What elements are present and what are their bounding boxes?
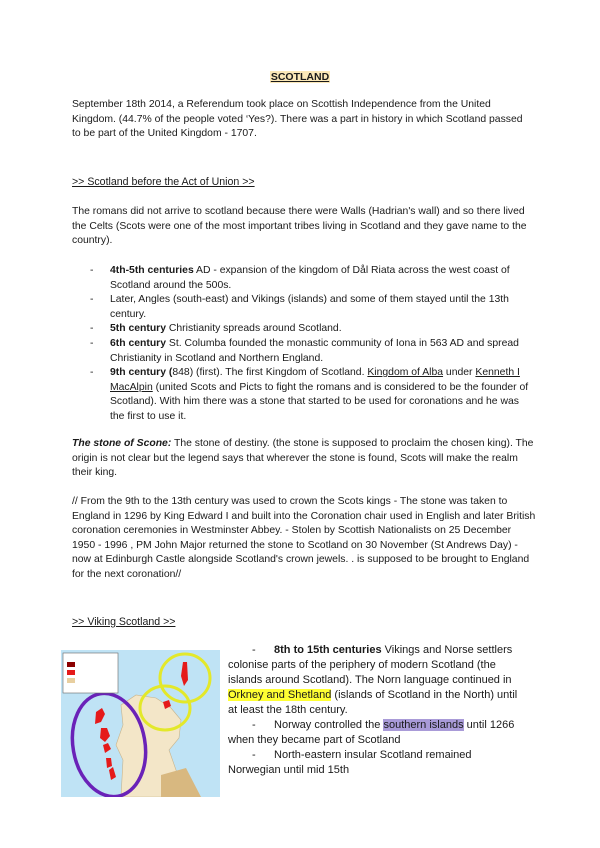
coronation-note: // From the 9th to the 13th century was used to crown the Scots kings - The stone was taken to England in 1296 by King Edward I and built into the Coronation chair used in English and later British coronation ceremonies in Westminster Abbey. - Stolen by Scottish Nationalists on 25 December 1950 - 1996 , PM John Major returned the stone to Scotland on 30 November (St Andrews Day) - now at Edinburgh Castle alongside Scotland's crown jewels. . is supposed to be brought to England for the next coronation// [72, 496, 536, 580]
item-text: Later, Angles (south-east) and Vikings (islands) and some of them stayed until the 13th century. [110, 294, 509, 320]
item-bold: 6th century [110, 337, 167, 349]
history-list [90, 264, 530, 425]
list-item [90, 366, 530, 424]
list-item [90, 322, 530, 337]
stone-text: The stone of destiny. (the stone is supposed to proclaim the chosen king). The origin is not clear but the legend says that wherever the stone is found, Scots will make the realm their king. [72, 438, 534, 479]
bullet-dash: - [252, 719, 256, 731]
note-text: until 1266 when they became part of Scotland [228, 719, 515, 746]
bullet-dash: - [90, 367, 94, 379]
list-item [90, 264, 530, 293]
item-text: St. Columba founded the monastic community of Iona in 563 AD and spread Christianity in Scotland and Northern England. [110, 337, 519, 364]
bullet-dash: - [90, 323, 94, 335]
item-text: AD - expansion of the kingdom of Dål Riata across the west coast of Scotland around the 500s. [110, 265, 510, 291]
legend-swatch [67, 678, 75, 683]
bullet-dash: - [252, 644, 256, 656]
item-text: 848) (first). The first Kingdom of Scotland. [172, 367, 368, 379]
note-text: (islands of Scotland in the North) until at least the 18th century. [228, 689, 518, 716]
note-text: North-eastern insular Scotland remained Norwegian until mid 15th [228, 749, 472, 776]
viking-note [228, 748, 524, 778]
item-bold: 5th century [110, 323, 167, 335]
bullet-dash: - [90, 294, 94, 306]
stone-label: The stone of Scone: [72, 438, 172, 449]
intro-paragraph: September 18th 2014, a Referendum took place on Scottish Independence from the United Kingdom. (44.7% of the people voted ‘Yes?). There was a part in history in which Scotland passed to be part of the United Kingdom - 1707. [72, 99, 523, 140]
item-bold: 9th century ( [110, 367, 173, 379]
list-item [90, 293, 530, 322]
bullet-dash: - [90, 265, 94, 276]
item-text: under [443, 367, 476, 379]
note-text: Norway controlled the [274, 719, 384, 731]
viking-scotland-map [61, 650, 220, 797]
section-heading-union: >> Scotland before the Act of Union >> [72, 176, 255, 188]
orkney-shetland-highlight: Orkney and Shetland [228, 689, 332, 701]
viking-note [228, 643, 524, 718]
viking-notes [228, 643, 524, 778]
bullet-dash: - [252, 749, 256, 761]
kenneth-macalpin-link[interactable]: Kenneth I MacAlpin [110, 367, 520, 393]
section-heading-viking: >> Viking Scotland >> [72, 616, 176, 628]
document-title [0, 71, 600, 83]
list-item [90, 337, 530, 366]
title-text: SCOTLAND [270, 71, 330, 83]
item-text: (united Scots and Picts to fight the romans and is considered to be the founder of Scotland). With him there was a stone that started to be used for coronations and he was the first to use it. [110, 381, 529, 422]
romans-paragraph: The romans did not arrive to scotland because there were Walls (Hadrian's wall) and so there lived the Celts (Scots were one of the most important tribes living in Scotland and they gave name to the country). [72, 206, 527, 247]
kingdom-of-alba-link[interactable]: Kingdom of Alba [367, 367, 444, 379]
southern-islands-highlight: southern islands [383, 719, 464, 731]
item-bold: 4th-5th centuries [110, 265, 194, 276]
item-text: Christianity spreads around Scotland. [166, 323, 342, 335]
note-bold: 8th to 15th centuries [274, 644, 382, 656]
legend-swatch [67, 662, 75, 667]
legend-swatch [67, 670, 75, 675]
viking-note [228, 718, 524, 748]
bullet-dash: - [90, 337, 94, 349]
note-text: Vikings and Norse settlers colonise parts of the periphery of modern Scotland (the islands around Scotland). The Norn language continued in [228, 644, 513, 686]
stone-paragraph [72, 437, 534, 481]
